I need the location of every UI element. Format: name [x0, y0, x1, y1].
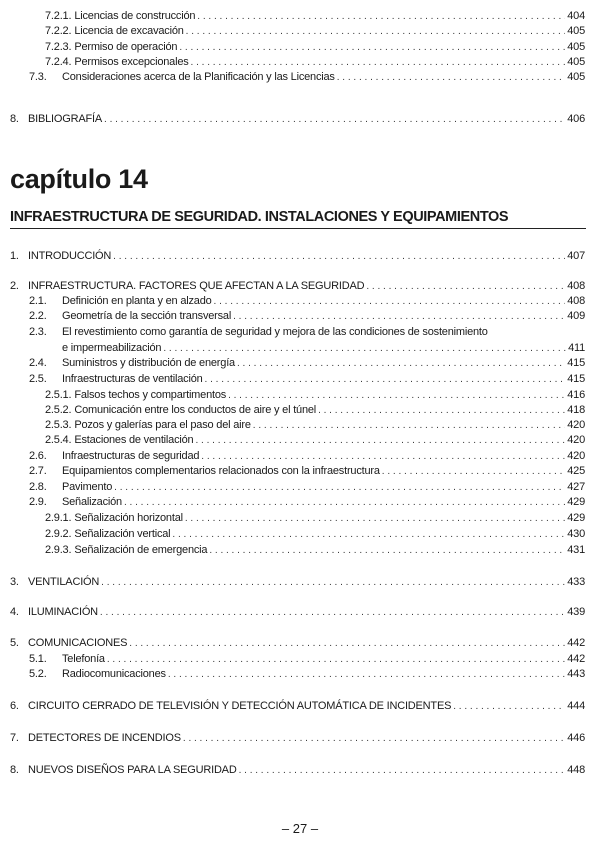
- dot-leader: [382, 466, 565, 477]
- toc-entry[interactable]: [0, 434, 585, 448]
- toc-entry[interactable]: [0, 41, 585, 55]
- toc-entry-number: 7.2.2.: [45, 25, 72, 37]
- dot-leader: [191, 57, 566, 68]
- toc-entry-number: 2.7.: [29, 465, 47, 477]
- toc-entry-title: Licencia de excavación: [74, 25, 184, 37]
- toc-entry[interactable]: [0, 653, 585, 667]
- toc-entry-title: Pavimento: [62, 481, 113, 493]
- toc-entry-number: 2.5.3.: [45, 419, 72, 431]
- toc-entry-page: 418: [567, 404, 585, 416]
- toc-entry-number: 5.2.: [29, 668, 47, 680]
- toc-entry-title: NUEVOS DISEÑOS PARA LA SEGURIDAD: [28, 764, 237, 776]
- toc-entry-title: ILUMINACIÓN: [28, 606, 98, 618]
- toc-entry[interactable]: [0, 450, 585, 464]
- toc-entry-title: Definición en planta y en alzado: [62, 295, 212, 307]
- toc-entry-title: INFRAESTRUCTURA. FACTORES QUE AFECTAN A LA SEGURIDAD: [28, 280, 365, 292]
- toc-entry-title: Estaciones de ventilación: [74, 434, 194, 446]
- toc-entry-number: 7.2.4.: [45, 56, 72, 68]
- toc-entry[interactable]: [0, 496, 585, 510]
- toc-entry-page: 442: [567, 637, 585, 649]
- toc-entry-title: CIRCUITO CERRADO DE TELEVISIÓN Y DETECCIÓN AUTOMÁTICA DE INCIDENTES: [28, 700, 452, 712]
- toc-entry-page: 443: [567, 668, 585, 680]
- dot-leader: [337, 72, 566, 83]
- toc-entry-title: Equipamientos complementarios relacionados con la infraestructura: [62, 465, 380, 477]
- toc-entry-page: 448: [567, 764, 585, 776]
- toc-entry[interactable]: [0, 326, 585, 340]
- toc-entry-number: 2.5.2.: [45, 404, 72, 416]
- dot-leader: [233, 311, 565, 322]
- toc-entry-number: 2.6.: [29, 450, 47, 462]
- toc-entry-title: Geometría de la sección transversal: [62, 310, 232, 322]
- dot-leader: [186, 26, 566, 37]
- toc-entry-page: 442: [567, 653, 585, 665]
- toc-entry[interactable]: [0, 342, 585, 356]
- dot-leader: [253, 420, 565, 431]
- toc-entry-title: Señalización horizontal: [74, 512, 183, 524]
- toc-entry-number: 2.4.: [29, 357, 47, 369]
- toc-entry-page: 415: [567, 373, 585, 385]
- toc-entry-number: 6.: [10, 700, 19, 712]
- toc-entry-page: 420: [567, 419, 585, 431]
- toc-entry[interactable]: [0, 732, 585, 746]
- toc-entry-page: 420: [567, 434, 585, 446]
- toc-entry-title: Pozos y galerías para el paso del aire: [74, 419, 251, 431]
- toc-entry-number: 4.: [10, 606, 19, 618]
- toc-entry-page: 411: [568, 342, 585, 354]
- dot-leader: [179, 42, 565, 53]
- dot-leader: [124, 497, 565, 508]
- toc-entry-page: 427: [567, 481, 585, 493]
- toc-entry-number: 5.: [10, 637, 19, 649]
- toc-entry-page: 420: [567, 450, 585, 462]
- toc-entry-title: Señalización vertical: [74, 528, 171, 540]
- toc-entry-page: 429: [567, 496, 585, 508]
- toc-entry-page: 446: [567, 732, 585, 744]
- toc-entry-number: 2.9.2.: [45, 528, 72, 540]
- toc-entry-number: 2.8.: [29, 481, 47, 493]
- dot-leader: [197, 11, 565, 22]
- toc-entry-page: 406: [567, 113, 585, 125]
- dot-leader: [129, 638, 565, 649]
- toc-entry-title: INTRODUCCIÓN: [28, 250, 112, 262]
- dot-leader: [183, 733, 565, 744]
- toc-entry-number: 5.1.: [29, 653, 47, 665]
- toc-entry[interactable]: [0, 250, 585, 264]
- toc-entry-number: 2.1.: [29, 295, 47, 307]
- toc-entry-page: 430: [567, 528, 585, 540]
- toc-entry-title: COMUNICACIONES: [28, 637, 128, 649]
- dot-leader: [100, 607, 565, 618]
- toc-entry[interactable]: [0, 481, 585, 495]
- toc-entry-title: BIBLIOGRAFÍA: [28, 113, 103, 125]
- toc-entry-page: 416: [567, 389, 585, 401]
- toc-entry-title: Comunicación entre los conductos de aire y el túnel: [74, 404, 317, 416]
- toc-entry-title: Infraestructuras de seguridad: [62, 450, 200, 462]
- dot-leader: [209, 545, 565, 556]
- toc-entry-number: 7.: [10, 732, 19, 744]
- dot-leader: [214, 296, 566, 307]
- dot-leader: [201, 451, 565, 462]
- toc-entry-number: 8.: [10, 113, 19, 125]
- toc-entry[interactable]: [0, 373, 585, 387]
- toc-entry-page: 409: [567, 310, 585, 322]
- dot-leader: [101, 577, 565, 588]
- toc-entry-title: DETECTORES DE INCENDIOS: [28, 732, 181, 744]
- toc-entry-page: 444: [567, 700, 585, 712]
- toc-entry-page: 407: [567, 250, 585, 262]
- toc-entry[interactable]: [0, 528, 585, 542]
- toc-entry-page: 405: [567, 25, 585, 37]
- toc-entry[interactable]: [0, 764, 585, 778]
- toc-entry[interactable]: [0, 280, 585, 294]
- toc-entry[interactable]: [0, 389, 585, 403]
- dot-leader: [205, 374, 566, 385]
- toc-entry-page: 415: [567, 357, 585, 369]
- toc-entry[interactable]: [0, 576, 585, 590]
- toc-entry-page: 404: [567, 10, 585, 22]
- toc-entry-number: 2.: [10, 280, 19, 292]
- dot-leader: [228, 390, 565, 401]
- toc-entry-title: Señalización de emergencia: [74, 544, 208, 556]
- toc-entry[interactable]: [0, 637, 585, 651]
- toc-entry-number: 3.: [10, 576, 19, 588]
- toc-entry[interactable]: [0, 465, 585, 479]
- dot-leader: [195, 435, 565, 446]
- toc-entry[interactable]: [0, 404, 585, 418]
- dot-leader: [114, 482, 565, 493]
- toc-entry-page: 439: [567, 606, 585, 618]
- toc-entry-title: VENTILACIÓN: [28, 576, 100, 588]
- dot-leader: [453, 701, 565, 712]
- dot-leader: [366, 281, 565, 292]
- toc-entry-title: Señalización: [62, 496, 122, 508]
- toc-entry-page: 431: [567, 544, 585, 556]
- toc-entry-page: 405: [567, 41, 585, 53]
- toc-entry[interactable]: [0, 113, 585, 127]
- toc-entry-page: 408: [567, 280, 585, 292]
- toc-entry[interactable]: [0, 10, 585, 24]
- toc-entry-title: Consideraciones acerca de la Planificación y las Licencias: [62, 71, 335, 83]
- toc-entry[interactable]: [0, 310, 585, 324]
- dot-leader: [107, 654, 565, 665]
- dot-leader: [104, 114, 565, 125]
- toc-entry[interactable]: [0, 295, 585, 309]
- toc-entry-number: 2.5.4.: [45, 434, 72, 446]
- toc-entry-page: 425: [567, 465, 585, 477]
- toc-entry-page: 429: [567, 512, 585, 524]
- dot-leader: [185, 513, 565, 524]
- toc-entry-number: 2.5.: [29, 373, 47, 385]
- toc-entry-title: Permisos excepcionales: [74, 56, 189, 68]
- dot-leader: [172, 529, 565, 540]
- toc-entry-number: 8.: [10, 764, 19, 776]
- dot-leader: [239, 765, 566, 776]
- toc-entry[interactable]: [0, 668, 585, 682]
- toc-entry[interactable]: [0, 71, 585, 85]
- toc-entry-number: 7.3.: [29, 71, 47, 83]
- toc-entry-title: Falsos techos y compartimentos: [74, 389, 227, 401]
- toc-entry[interactable]: [0, 56, 585, 70]
- toc-entry-number: 2.9.1.: [45, 512, 72, 524]
- chapter-heading: INFRAESTRUCTURA DE SEGURIDAD. INSTALACIONES Y EQUIPAMIENTOS: [10, 209, 586, 229]
- toc-entry-title: Telefonía: [62, 653, 105, 665]
- toc-entry-page: 433: [567, 576, 585, 588]
- dot-leader: [168, 669, 565, 680]
- toc-entry-page: 408: [567, 295, 585, 307]
- toc-entry-number: 2.9.3.: [45, 544, 72, 556]
- toc-entry-page: 405: [567, 56, 585, 68]
- dot-leader: [163, 343, 566, 354]
- toc-entry-number: 2.3.: [29, 326, 47, 338]
- toc-entry[interactable]: [0, 544, 585, 558]
- toc-entry-number: 7.2.3.: [45, 41, 72, 53]
- toc-entry-number: 2.2.: [29, 310, 47, 322]
- toc-entry-page: 405: [567, 71, 585, 83]
- toc-entry[interactable]: [0, 419, 585, 433]
- toc-entry[interactable]: [0, 700, 585, 714]
- toc-entry-title: Infraestructuras de ventilación: [62, 373, 203, 385]
- toc-entry[interactable]: [0, 512, 585, 526]
- toc-entry-title: e impermeabilización: [62, 342, 162, 354]
- toc-entry-title: Permiso de operación: [74, 41, 178, 53]
- toc-entry[interactable]: [0, 25, 585, 39]
- toc-entry-number: 7.2.1.: [45, 10, 72, 22]
- toc-entry-title: Suministros y distribución de energía: [62, 357, 235, 369]
- toc-entry-number: 1.: [10, 250, 19, 262]
- toc-entry-title: Radiocomunicaciones: [62, 668, 166, 680]
- toc-entry-number: 2.5.1.: [45, 389, 72, 401]
- dot-leader: [113, 251, 565, 262]
- toc-entry-title: El revestimiento como garantía de seguridad y mejora de las condiciones de sostenimiento: [62, 326, 488, 338]
- page-number: – 27 –: [281, 821, 319, 836]
- dot-leader: [318, 405, 565, 416]
- toc-entry-title: Licencias de construcción: [74, 10, 196, 22]
- dot-leader: [237, 358, 565, 369]
- toc-entry[interactable]: [0, 606, 585, 620]
- toc-entry-number: 2.9.: [29, 496, 47, 508]
- chapter-title: capítulo 14: [10, 164, 148, 194]
- toc-entry[interactable]: [0, 357, 585, 371]
